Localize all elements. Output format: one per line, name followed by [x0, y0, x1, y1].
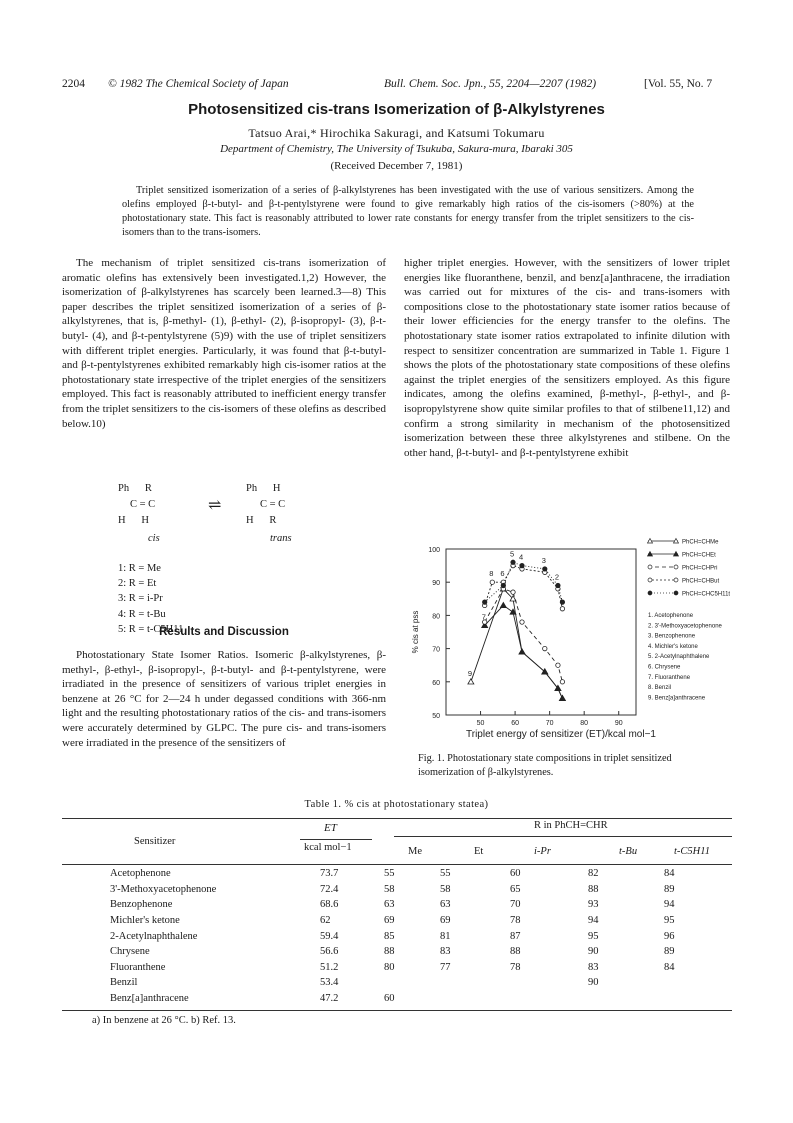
value-cell — [504, 975, 582, 991]
value-cell: 90 — [588, 946, 599, 958]
data-point — [556, 663, 560, 667]
value-cell: 72.4 — [320, 883, 339, 895]
value-cell — [434, 991, 504, 1007]
value-cell: 78 — [510, 915, 521, 927]
value-cell: 94 — [664, 899, 675, 911]
data-point — [519, 649, 525, 654]
affiliation: Department of Chemistry, The University of Tsukuba, Sakura-mura, Ibaraki 305 — [220, 143, 573, 155]
value-cell — [658, 991, 732, 1007]
value-cell: 88 — [588, 883, 599, 895]
value-cell: 53.4 — [320, 977, 339, 989]
series-line — [485, 566, 563, 609]
table-header-rule — [62, 864, 732, 865]
col-et-group: Et — [474, 846, 484, 857]
value-cell: 55 — [384, 868, 395, 880]
page-number: 2204 — [62, 78, 85, 90]
value-cell: 94 — [588, 915, 599, 927]
value-cell: 83 — [440, 946, 451, 958]
table-row — [62, 897, 732, 913]
data-point — [543, 646, 547, 650]
data-point — [559, 695, 565, 700]
col-me: Me — [408, 846, 422, 857]
sensitizer-cell: Chrysene — [110, 946, 150, 958]
value-cell: 81 — [440, 930, 451, 942]
sensitizer-cell: 3'-Methoxyacetophenone — [110, 883, 217, 895]
value-cell: 78 — [510, 961, 521, 973]
point-number-label: 9 — [467, 668, 473, 678]
isomer-scheme — [118, 483, 348, 555]
data-table — [62, 866, 732, 1006]
value-cell: 73.7 — [320, 868, 339, 880]
col-tbu: t-Bu — [619, 846, 638, 857]
value-cell — [582, 991, 658, 1007]
point-number-label: 4 — [519, 552, 524, 562]
table-caption: Table 1. % cis at photostationary statea) — [304, 799, 489, 810]
author-list: Tatsuo Arai,* Hirochika Sakuragi, and Katsumi Tokumaru — [248, 126, 545, 140]
point-number-label: 8 — [489, 569, 494, 579]
x-tick-label: 90 — [614, 720, 623, 727]
trans-bot: H R — [246, 515, 277, 526]
left-column-results — [62, 648, 386, 750]
table-row — [62, 944, 732, 960]
y-tick-label: 90 — [432, 580, 440, 588]
col-ipr: i-Pr — [534, 846, 551, 857]
legend-label: PhCH=CHC5H11t — [682, 591, 730, 598]
sensitizer-cell: Fluoranthene — [110, 961, 166, 973]
right-column-text — [404, 256, 730, 460]
sensitizer-cell: Michler's ketone — [110, 915, 180, 927]
value-cell: 77 — [440, 961, 451, 973]
cis-mid: C = C — [130, 499, 156, 510]
value-cell: 59.4 — [320, 930, 339, 942]
sensitizer-legend-item: 9. Benz[a]anthracene — [648, 695, 706, 702]
y-tick-label: 60 — [432, 679, 440, 687]
table-footnote: a) In benzene at 26 °C. b) Ref. 13. — [92, 1015, 236, 1026]
copyright-line: © 1982 The Chemical Society of Japan — [108, 78, 289, 90]
value-cell: 58 — [440, 883, 451, 895]
right-paragraph: higher triplet energies. However, with the sensitizers of lower triplet energies like fluoranthene, benzil, and benz[a]anthracene, the irradiation was carried out for mixtures of the cis- and trans-isomers with compositions close to the photostationary state isomer ratios because of their lower efficiencies for the energy transfer to the olefins. The photostationary state isomer ratios extrapolated to infinite dilution with respect to sensitizer concentration are summarized in Table 1. Figure 1 shows the plots of the photostationary state compositions of these olefins against the triplet energies of the sensitizers employed. As this figure indicates, among the olefins examined, β-methyl-, β-ethyl-, and β-isopropylstyrene show quite similar profiles to that of stilbene11,12) and confirm a strong similarity in mechanism of the photosensitized isomerization between these three alkylstyrenes and stilbene. On the other hand, β-t-butyl- and β-t-pentylstyrene exhibit — [404, 257, 730, 459]
value-cell: 96 — [664, 930, 675, 942]
journal-citation: Bull. Chem. Soc. Jpn., 55, 2204—2207 (1982) — [384, 78, 597, 90]
legend-marker — [648, 565, 652, 569]
legend-marker — [648, 591, 652, 595]
sensitizer-cell: Acetophenone — [110, 868, 171, 880]
y-tick-label: 80 — [432, 613, 440, 621]
table-row — [62, 928, 732, 944]
y-tick-label: 100 — [428, 547, 440, 554]
value-cell: 58 — [384, 883, 395, 895]
value-cell: 89 — [664, 883, 675, 895]
sensitizer-legend-item: 3. Benzophenone — [648, 633, 696, 640]
sensitizer-cell: Benzophenone — [110, 899, 173, 911]
data-point — [500, 602, 506, 607]
value-cell — [378, 975, 434, 991]
group-underline — [394, 836, 732, 837]
table-row — [62, 960, 732, 976]
sensitizer-cell: Benz[a]anthracene — [110, 993, 189, 1005]
figure-1 — [404, 535, 730, 753]
col-group: R in PhCH=CHR — [534, 820, 608, 831]
legend-label: PhCH=CHMe — [682, 539, 719, 546]
sensitizer-legend-item: 4. Michler's ketone — [648, 643, 698, 650]
series-line — [485, 589, 563, 682]
value-cell: 93 — [588, 899, 599, 911]
compound-item: 4: R = t-Bu — [118, 608, 166, 620]
data-point — [511, 590, 515, 594]
trans-mid: C = C — [260, 499, 286, 510]
value-cell: 63 — [440, 899, 451, 911]
value-cell: 83 — [588, 961, 599, 973]
legend-marker — [648, 578, 652, 582]
col-et: ET — [324, 822, 337, 834]
value-cell: 69 — [440, 915, 451, 927]
value-cell: 60 — [510, 868, 521, 880]
table-row — [62, 975, 732, 991]
legend-marker — [674, 578, 678, 582]
abstract: Triplet sensitized isomerization of a series of β-alkylstyrenes has been investigated with the use of various sensitizers. Among the olefins employed β-t-butyl- and β-t-pentylstyrene were found to give remarkably high ratios of the cis-isomers (>80%) at the photostationary state. This fact is reasonably attributed to lower rate constants for energy transfer from the triplet sensitizers to the cis-isomers than to the trans-isomers. — [122, 185, 694, 238]
cis-bot: H H — [118, 515, 149, 526]
y-axis-label: % cis at pss — [411, 610, 420, 654]
legend-label: PhCH=CHPri — [682, 565, 718, 572]
et-underline — [300, 839, 372, 840]
point-number-label: 2 — [554, 572, 560, 582]
figure-1-chart — [404, 535, 730, 753]
value-cell: 56.6 — [320, 946, 339, 958]
value-cell: 68.6 — [320, 899, 339, 911]
data-point — [543, 567, 547, 571]
paper-title: Photosensitized cis-trans Isomerization of β-Alkylstyrenes — [188, 101, 605, 118]
legend-label: PhCH=CHEt — [682, 552, 716, 559]
cis-label: cis — [148, 533, 160, 544]
value-cell: 84 — [664, 868, 675, 880]
compound-item: 2: R = Et — [118, 578, 157, 590]
sensitizer-legend-item: 7. Fluoranthene — [648, 674, 691, 681]
value-cell — [658, 975, 732, 991]
data-point — [468, 679, 474, 684]
intro-paragraph: The mechanism of triplet sensitized cis-trans isomerization of aromatic olefins has extensively been investigated.1,2) However, the isomerization of β-alkylstyrenes has scarcely been learned.3—8) This paper describes the triplet sensitized isomerization of a series of β-alkylstyrenes, that is, β-methyl- (1), β-ethyl- (2), β-isopropyl- (3), β-t-butyl- (4), and β-t-pentylstyrene (5)9) with the use of triplet sensitizers with different triplet energies. Particularly, it was found that β-t-butyl- and β-t-pentylstyrenes exhibited remarkably high cis-isomer ratios at the photostationary state irrespective of the triplet energies of the sensitizers employed. This fact is reasonably attributed to inefficient energy transfer from the triplet sensitizers to the cis-isomers of these olefins as described below.10) — [62, 257, 386, 430]
legend-marker — [674, 565, 678, 569]
x-tick-label: 70 — [545, 720, 554, 727]
legend-marker — [674, 591, 678, 595]
data-point — [490, 580, 494, 584]
value-cell: 85 — [384, 930, 395, 942]
x-tick-label: 60 — [511, 720, 519, 727]
trans-top: Ph H — [246, 483, 281, 494]
value-cell: 63 — [384, 899, 395, 911]
data-point — [556, 583, 560, 587]
value-cell: 84 — [664, 961, 675, 973]
sensitizer-legend-item: 6. Chrysene — [648, 664, 681, 671]
point-number-label: 6 — [500, 569, 505, 579]
col-sensitizer: Sensitizer — [134, 836, 176, 847]
value-cell: 95 — [588, 930, 599, 942]
data-point — [520, 620, 524, 624]
value-cell: 88 — [510, 946, 521, 958]
x-tick-label: 50 — [476, 720, 485, 727]
table-row — [62, 913, 732, 929]
value-cell: 87 — [510, 930, 521, 942]
trans-label: trans — [270, 533, 292, 544]
data-point — [560, 607, 564, 611]
legend-label: PhCH=CHBut — [682, 578, 720, 585]
sensitizer-legend-item: 5. 2-Acetylnaphthalene — [648, 654, 710, 661]
value-cell: 51.2 — [320, 961, 339, 973]
value-cell: 70 — [510, 899, 521, 911]
sensitizer-cell: Benzil — [110, 977, 138, 989]
sensitizer-legend-item: 8. Benzil — [648, 685, 672, 692]
table-header — [62, 818, 732, 864]
value-cell — [434, 975, 504, 991]
value-cell: 60 — [384, 993, 395, 1005]
y-tick-label: 50 — [432, 713, 440, 720]
value-cell — [504, 991, 582, 1007]
point-number-label: 7 — [481, 612, 486, 622]
value-cell: 47.2 — [320, 993, 339, 1005]
data-point — [560, 680, 564, 684]
data-point — [511, 560, 515, 564]
figure-caption: Fig. 1. Photostationary state compositions in triplet sensitized isomerization of β-alkylstyrenes. — [418, 753, 672, 778]
value-cell: 65 — [510, 883, 521, 895]
sensitizer-legend-item: 2. 3'-Methoxyacetophenone — [648, 623, 722, 630]
equilibrium-arrow: ⇌ — [208, 497, 222, 514]
sensitizer-legend-item: 1. Acetophenone — [648, 613, 694, 619]
data-point — [482, 600, 486, 604]
received-date: (Received December 7, 1981) — [330, 160, 463, 172]
point-number-label: 5 — [510, 549, 515, 559]
compound-item: 5: R = t-C5H11 — [118, 623, 184, 635]
cis-top: Ph R — [118, 483, 152, 494]
value-cell: 90 — [588, 977, 599, 989]
data-point — [520, 563, 524, 567]
value-cell: 89 — [664, 946, 675, 958]
table-row — [62, 991, 732, 1007]
sensitizer-cell: 2-Acetylnaphthalene — [110, 930, 198, 942]
section-heading: Results and Discussion — [159, 626, 289, 638]
col-et-unit: kcal mol−1 — [304, 842, 352, 853]
left-column-intro — [62, 256, 386, 431]
value-cell: 55 — [440, 868, 451, 880]
results-paragraph: Photostationary State Isomer Ratios. Isomeric β-alkylstyrenes, β-methyl-, β-ethyl-, β-isopropyl-, β-t-butyl- and β-t-pentylstyrene, were irradiated in the presence of sensitizers of various triplet energies in benzene at 26 °C for 2—24 h under degassed conditions with 366-nm light and the resulting photostationary ratios of the cis- and trans-isomers were accurately determined by GLPC. The pure cis- and trans-isomers were irradiated in the presence of the sensitizers of — [62, 649, 386, 749]
value-cell: 82 — [588, 868, 599, 880]
y-tick-label: 70 — [432, 646, 440, 654]
data-point — [501, 583, 505, 587]
value-cell: 62 — [320, 915, 331, 927]
value-cell: 95 — [664, 915, 675, 927]
x-axis-label: Triplet energy of sensitizer (ET)/kcal mol−1 — [466, 729, 656, 740]
point-number-label: 1 — [559, 595, 564, 605]
table-bottom-rule — [62, 1010, 732, 1011]
value-cell: 88 — [384, 946, 395, 958]
value-cell: 69 — [384, 915, 395, 927]
compound-item: 1: R = Me — [118, 563, 161, 574]
x-tick-label: 80 — [580, 720, 589, 727]
plot-frame — [446, 549, 636, 715]
volume-info: [Vol. 55, No. 7 — [644, 78, 713, 90]
compound-item: 3: R = i-Pr — [118, 593, 163, 605]
value-cell: 80 — [384, 961, 395, 973]
table-row — [62, 882, 732, 898]
col-tc5h11: t-C5H11 — [674, 846, 710, 857]
table-row — [62, 866, 732, 882]
point-number-label: 3 — [541, 555, 546, 565]
